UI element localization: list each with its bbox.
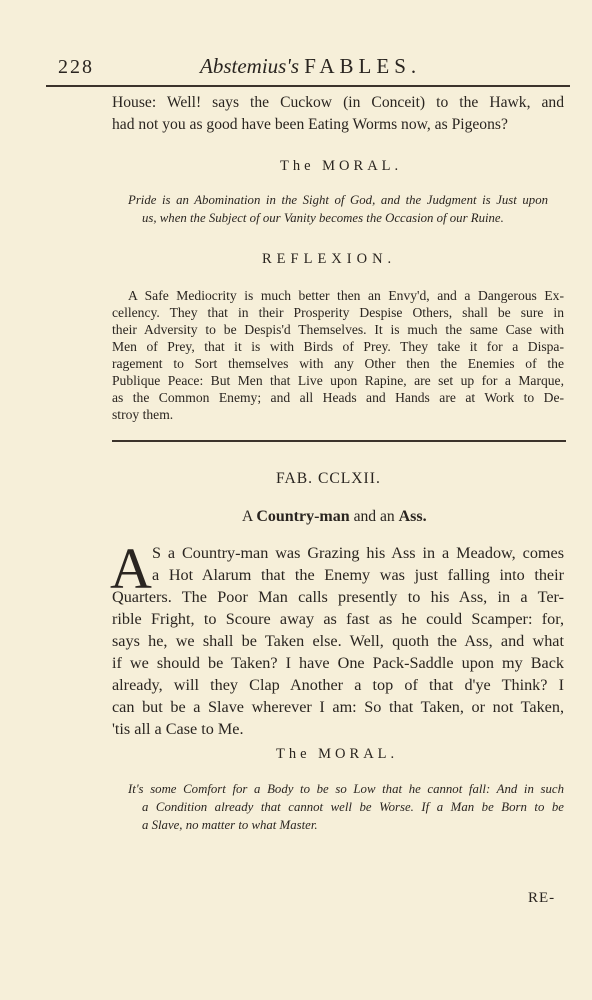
reflexion-line-6: Publique Peace: But Men that Live upon Rapine, are set up for a Marque, bbox=[112, 373, 564, 388]
reflexion-line-8: stroy them. bbox=[112, 407, 174, 422]
header-rule bbox=[46, 85, 570, 87]
reflexion-heading: REFLEXION. bbox=[262, 251, 397, 267]
fable-line-8: can but be a Slave wherever I am: So that Taken, or not Taken, bbox=[112, 698, 564, 716]
running-title-author: Abstemius's bbox=[200, 54, 299, 78]
fable-line-5: says he, we shall be Taken else. Well, quoth the Ass, and what bbox=[112, 632, 564, 650]
running-title bbox=[200, 54, 421, 79]
fable-line-3: Quarters. The Poor Man calls presently to his Ass, in a Ter- bbox=[112, 588, 564, 606]
reflexion-line-2: cellency. They that in their Prosperity Despise Others, shall be sure in bbox=[112, 305, 564, 320]
running-title-fables: FABLES. bbox=[304, 54, 422, 78]
reflexion-line-7: as the Common Enemy; and all Heads and Hands are at Work to De- bbox=[112, 390, 564, 405]
fable-line-2: a Hot Alarum that the Enemy was just falling into their bbox=[152, 566, 564, 584]
section-rule bbox=[112, 440, 566, 442]
moral-1-line-1: Pride is an Abomination in the Sight of God, and the Judgment is Just upon bbox=[128, 193, 548, 207]
reflexion-line-5: ragement to Sort themselves with any Other then the Enemies of the bbox=[112, 356, 564, 371]
opening-line-1: House: Well! says the Cuckow (in Conceit) to the Hawk, and bbox=[112, 94, 564, 111]
subtitle-article: A bbox=[242, 508, 253, 525]
moral-1-line-2: us, when the Subject of our Vanity becomes the Occasion of our Ruine. bbox=[142, 211, 504, 225]
subtitle-ass: Ass. bbox=[398, 508, 427, 525]
subtitle-countryman: Country-man bbox=[256, 508, 350, 525]
moral-heading-1: The MORAL. bbox=[280, 158, 403, 174]
fable-line-9: 'tis all a Case to Me. bbox=[112, 720, 244, 738]
page-header bbox=[40, 50, 570, 84]
catchword: RE- bbox=[528, 890, 556, 906]
fable-line-4: rible Fright, to Scoure away as fast as he could Scamper: for, bbox=[112, 610, 564, 628]
fable-title: FAB. CCLXII. bbox=[276, 470, 381, 487]
page-number: 228 bbox=[58, 56, 94, 78]
drop-cap: A bbox=[110, 536, 152, 601]
opening-line-2: had not you as good have been Eating Worms now, as Pigeons? bbox=[112, 116, 508, 133]
fable-line-1: S a Country-man was Grazing his Ass in a Meadow, comes bbox=[152, 544, 564, 562]
moral-heading-2: The MORAL. bbox=[276, 746, 399, 762]
fable-line-6: if we should be Taken? I have One Pack-Saddle upon my Back bbox=[112, 654, 564, 672]
subtitle-and-an: and an bbox=[353, 508, 395, 525]
fable-line-7: already, will they Clap Another a top of that d'ye Think? I bbox=[112, 676, 564, 694]
fable-subtitle bbox=[242, 508, 427, 526]
moral-2-line-2: a Condition already that cannot well be Worse. If a Man be Born to be bbox=[142, 800, 564, 814]
moral-2-line-3: a Slave, no matter to what Master. bbox=[142, 818, 318, 832]
reflexion-line-3: their Adversity to be Despis'd Themselves. It is much the same Case with bbox=[112, 322, 564, 337]
reflexion-line-1: A Safe Mediocrity is much better then an Envy'd, and a Dangerous Ex- bbox=[128, 288, 564, 303]
reflexion-line-4: Men of Prey, that it is with Birds of Prey. They take it for a Dispa- bbox=[112, 339, 564, 354]
moral-2-line-1: It's some Comfort for a Body to be so Low that he cannot fall: And in such bbox=[128, 782, 564, 796]
